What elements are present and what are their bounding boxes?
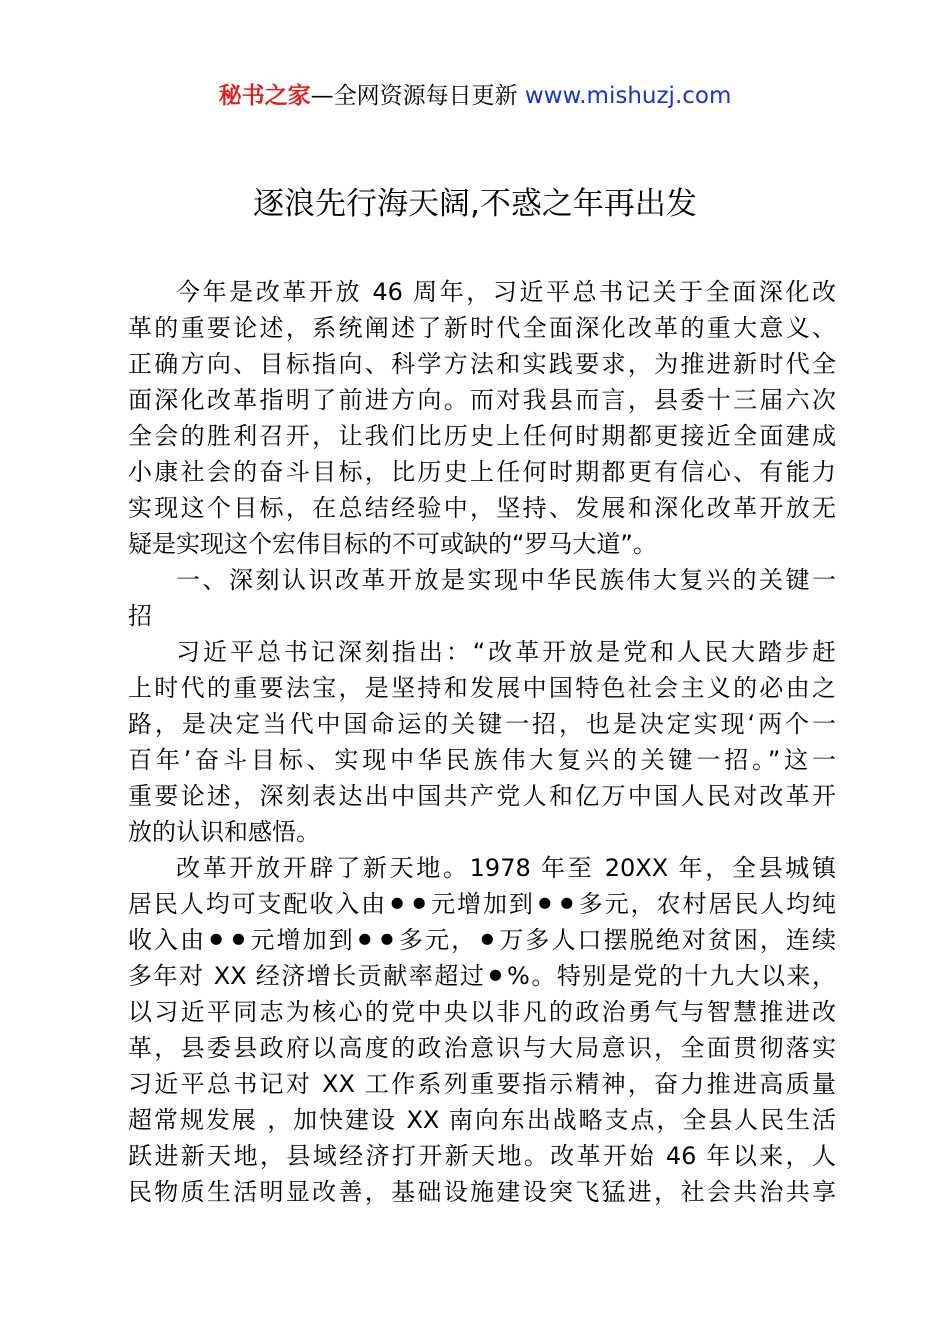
text-line: 跃进新天地，县域经济打开新天地。改革开始 46 年以来，人: [128, 1142, 836, 1170]
section-heading-continued: 招: [128, 602, 152, 630]
text-line: 小康社会的奋斗目标，比历史上任何时期都更有信心、有能力: [128, 458, 836, 486]
text-line: 放的认识和感悟。: [128, 818, 320, 846]
site-header: [0, 80, 950, 112]
article-title: 逐浪先行海天阔,不惑之年再出发: [253, 186, 697, 222]
text-line: 以习近平同志为核心的党中央以非凡的政治勇气与智慧推进改: [128, 998, 836, 1026]
text-line: 收入由⚫⚫元增加到⚫⚫多元，⚫万多人口摆脱绝对贫困，连续: [128, 926, 836, 954]
text-line: 面深化改革指明了前进方向。而对我县而言，县委十三届六次: [128, 386, 836, 414]
text-line: 重要论述，深刻表达出中国共产党人和亿万中国人民对改革开: [128, 782, 836, 810]
article-body: [128, 274, 836, 1210]
site-brand: 秘书之家: [218, 83, 311, 109]
site-slogan: —全网资源每日更新: [310, 83, 525, 109]
text-line: 习近平总书记深刻指出：“改革开放是党和人民大踏步赶: [176, 638, 836, 666]
text-line: 上时代的重要法宝，是坚持和发展中国特色社会主义的必由之: [128, 674, 836, 702]
text-line: 革的重要论述，系统阐述了新时代全面深化改革的重大意义、: [128, 314, 836, 342]
text-line: 革，县委县政府以高度的政治意识与大局意识，全面贯彻落实: [128, 1034, 836, 1062]
text-line: 今年是改革开放 46 周年，习近平总书记关于全面深化改: [176, 278, 836, 306]
text-line: 民物质生活明显改善，基础设施建设突飞猛进，社会共治共享: [128, 1178, 836, 1206]
text-line: 多年对 XX 经济增长贡献率超过⚫%。特别是党的十九大以来，: [128, 962, 836, 990]
section-heading: 一、深刻认识改革开放是实现中华民族伟大复兴的关键一: [176, 566, 836, 594]
text-line: 全会的胜利召开，让我们比历史上任何时期都更接近全面建成: [128, 422, 836, 450]
text-line: 习近平总书记对 XX 工作系列重要指示精神，奋力推进高质量: [128, 1070, 836, 1098]
text-line: 超常规发展 ，加快建设 XX 南向东出战略支点，全县人民生活: [128, 1106, 836, 1134]
text-line: 正确方向、目标指向、科学方法和实践要求，为推进新时代全: [128, 350, 836, 378]
site-url-link[interactable]: www.mishuzj.com: [524, 83, 732, 109]
text-line: 居民人均可支配收入由⚫⚫元增加到⚫⚫多元，农村居民人均纯: [128, 890, 836, 918]
text-line: 疑是实现这个宏伟目标的不可或缺的“罗马大道”。: [128, 530, 657, 558]
text-line: 路，是决定当代中国命运的关键一招，也是决定实现‘两个一: [128, 710, 836, 738]
text-line: 改革开放开辟了新天地。1978 年至 20XX 年，全县城镇: [176, 854, 836, 882]
text-line: 实现这个目标，在总结经验中，坚持、发展和深化改革开放无: [128, 494, 836, 522]
text-line: 百年’奋斗目标、实现中华民族伟大复兴的关键一招。”这一: [128, 746, 836, 774]
